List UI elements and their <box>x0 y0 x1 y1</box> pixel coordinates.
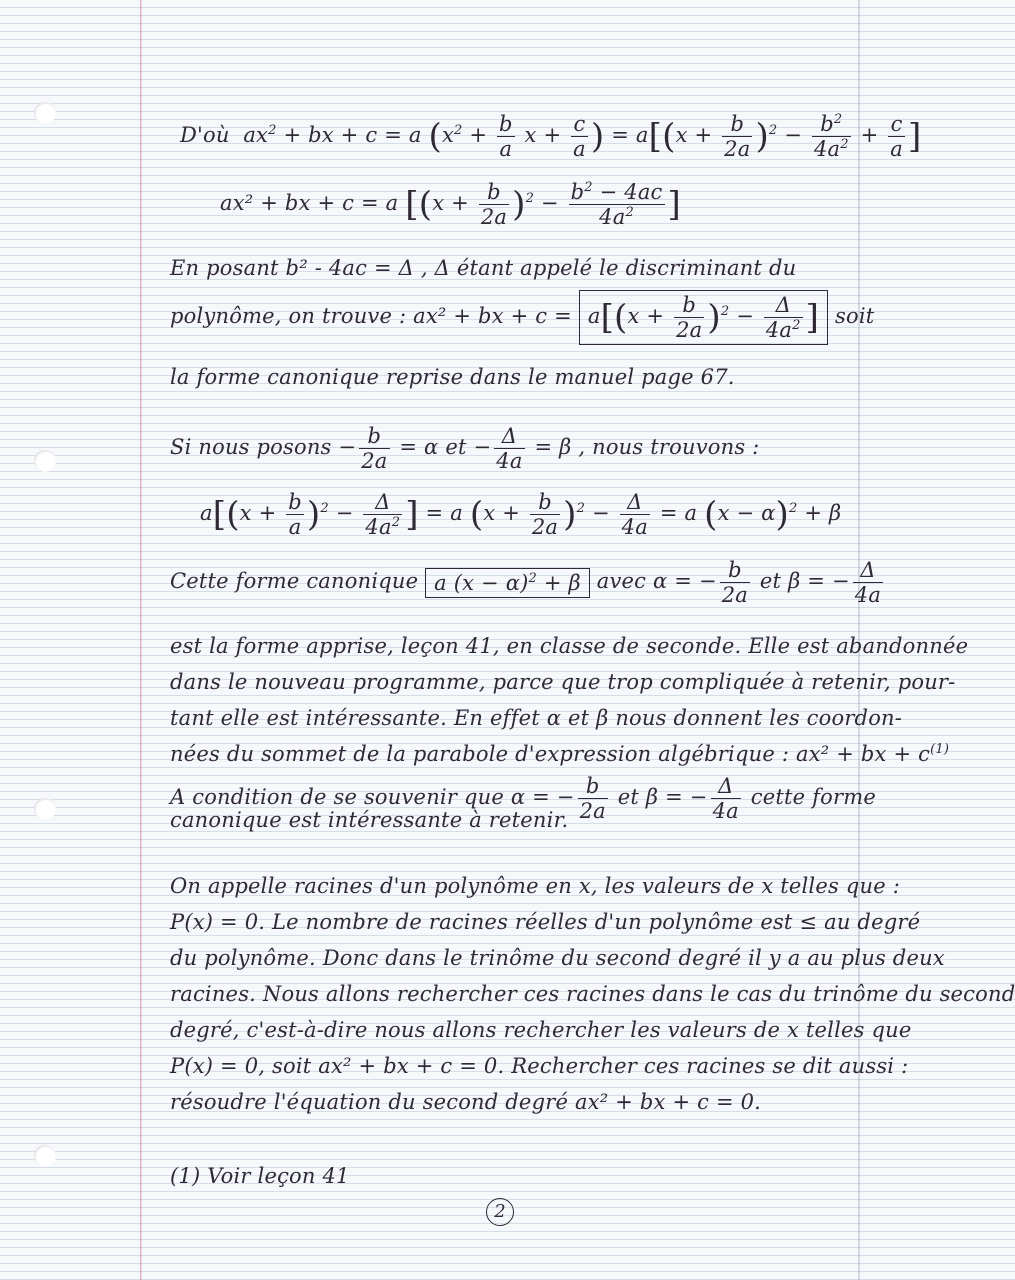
text-fragment: , nous trouvons : <box>578 435 760 460</box>
text-fragment: Cette forme canonique <box>170 569 419 594</box>
text-line: Cette forme canonique a $(x - \alpha)^2 + \beta$ avec α = − $\frac{b}{2a}$ et β = − $\frac{\Delta}{4a}$ <box>170 558 882 608</box>
text-line <box>170 742 949 766</box>
text-fragment: Si nous posons <box>170 435 332 460</box>
punch-hole <box>34 1145 56 1167</box>
text-fragment: et <box>445 435 467 460</box>
text-line: résoudre l'équation du second degré ax² + bx + c = 0. <box>170 1090 762 1114</box>
text-line: dans le nouveau programme, parce que trop compliquée à retenir, pour- <box>170 670 956 694</box>
text-fragment: et <box>759 569 782 594</box>
text-fragment: cette forme <box>750 785 876 810</box>
text-fragment: avec <box>596 569 647 594</box>
text-line: canonique est intéressante à retenir. <box>170 808 569 832</box>
text-line: P(x) = 0, soit ax² + bx + c = 0. Rechercher ces racines se dit aussi : <box>170 1054 909 1078</box>
punch-hole <box>34 102 56 124</box>
equation-lead: ax² + bx + c = a <box>220 191 399 216</box>
boxed-formula: a $(x - \alpha)^2 + \beta$ <box>425 568 590 598</box>
footnote: (1) Voir leçon 41 <box>170 1164 350 1188</box>
text-line: la forme canonique reprise dans le manuel page 67. <box>170 365 735 389</box>
text-line: du polynôme. Donc dans le trinôme du second degré il y a au plus deux <box>170 946 945 970</box>
equation-line-3: a[(x + $\frac{b}{a}$ )$^2$ − $\frac{\Delta}{4a^2}$ ] = a (x + $\frac{b}{2a}$ )$^2$ − $\frac{\Delta}{4a}$ = a $(x - \alpha)^2 + \beta$ <box>200 490 842 540</box>
text-line: tant elle est intéressante. En effet α et β nous donnent les coordon- <box>170 706 903 730</box>
text-line: degré, c'est-à-dire nous allons rechercher les valeurs de x telles que <box>170 1018 912 1042</box>
punch-hole <box>34 450 56 472</box>
equation-lead: D'où <box>180 123 230 148</box>
text-fragment: polynôme, on trouve : ax² + bx + c = <box>170 304 572 329</box>
text-fragment: A condition de se souvenir que <box>170 785 504 810</box>
text-line: A condition de se souvenir que α = − $\frac{b}{2a}$ et β = − $\frac{\Delta}{4a}$ cette forme <box>170 774 876 824</box>
text-line: En posant b² - 4ac = Δ , Δ étant appelé le discriminant du <box>170 256 797 280</box>
punch-hole <box>34 798 56 820</box>
boxed-formula: a[(x + $\frac{b}{2a}$ )$^2$ − $\frac{\Delta}{4a^2}$ ] <box>579 290 828 345</box>
text-line: racines. Nous allons rechercher ces racines dans le cas du trinôme du second <box>170 982 1015 1006</box>
text-line: On appelle racines d'un polynôme en x, les valeurs de x telles que : <box>170 874 900 898</box>
footnote-mark: (1) <box>930 742 950 757</box>
equation-line-2: ax² + bx + c = a [(x + $\frac{b}{2a}$ )$^2$ − $\frac{b^2 - 4ac}{4a^2}$ ] <box>220 180 681 230</box>
text-line: Si nous posons − $\frac{b}{2a}$ = α et − $\frac{\Delta}{4a}$ = β , nous trouvons : <box>170 424 760 474</box>
handwritten-page <box>150 0 1015 1280</box>
page-number: 2 <box>486 1198 514 1226</box>
text-line <box>170 290 874 345</box>
text-fragment: nées du sommet de la parabole d'expression algébrique : ax² + bx + c <box>170 742 931 766</box>
text-line: est la forme apprise, leçon 41, en classe de seconde. Elle est abandonnée <box>170 634 969 658</box>
equation-line-1: D'où $ax^2$ + bx + c = a ($x^2$ + $\frac{b}{a}$ x + $\frac{c}{a}$ ) = a[(x + $\frac{b}{2a}$ )$^2$ − $\frac{b^2}{4a^2}$ + $\frac{c}{a}$ ] <box>180 112 922 162</box>
text-line: P(x) = 0. Le nombre de racines réelles d'un polynôme est ≤ au degré <box>170 910 921 934</box>
text-fragment: et <box>617 785 640 810</box>
text-fragment: soit <box>835 304 875 329</box>
